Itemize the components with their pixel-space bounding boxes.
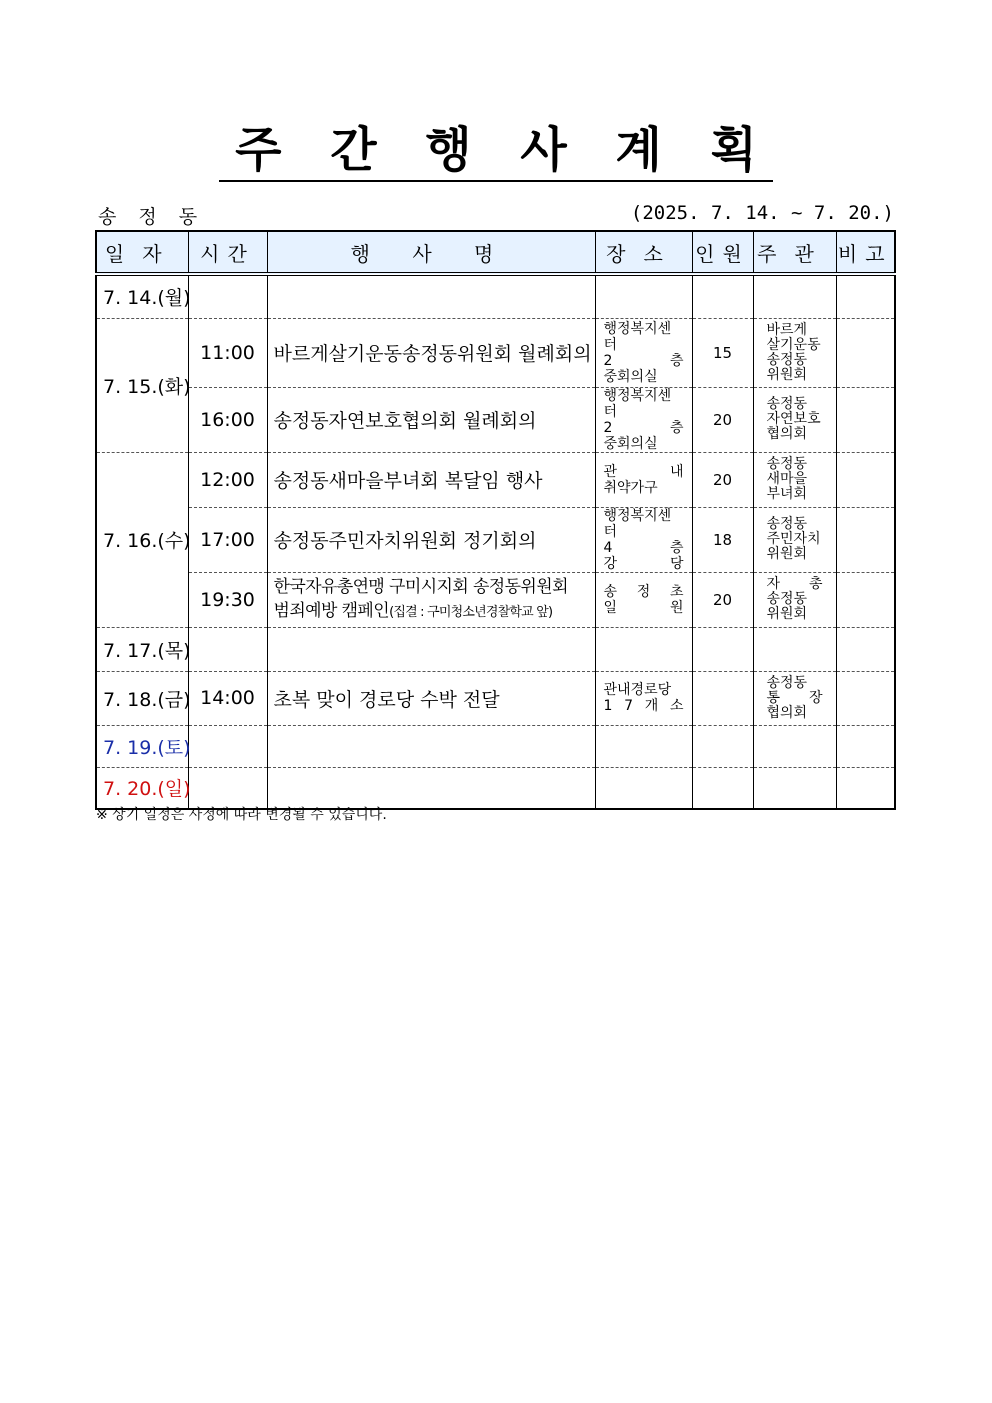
header-date: 일자 — [96, 231, 188, 274]
place-cell: 행정복지센터 2 층 중회의실 — [595, 387, 692, 452]
event-name-line2: 범죄예방 캠페인(집결 : 구미청소년경찰학교 앞) — [273, 600, 553, 621]
table-row — [96, 767, 895, 809]
header-note: 비고 — [836, 231, 895, 274]
table-row — [96, 318, 895, 387]
time-cell: 12:00 — [188, 452, 267, 507]
table-row — [96, 572, 895, 627]
header-host: 주관 — [753, 231, 836, 274]
people-cell: 20 — [692, 452, 753, 507]
time-cell: 19:30 — [188, 572, 267, 627]
date-cell-saturday: 7. 19.(토) — [96, 725, 188, 767]
event-name: 송정동주민자치위원회 정기회의 — [267, 507, 595, 572]
period: (2025. 7. 14. ~ 7. 20.) — [630, 202, 894, 224]
header-place: 장소 — [595, 231, 692, 274]
table-row — [96, 452, 895, 507]
table-row — [96, 725, 895, 767]
table-row — [96, 387, 895, 452]
people-cell: 20 — [692, 572, 753, 627]
header-event: 행 사 명 — [267, 231, 595, 274]
table-row — [96, 671, 895, 725]
page-title — [0, 122, 992, 182]
place-cell: 행정복지센터 4 층 강 당 — [595, 507, 692, 572]
event-name-cell — [267, 572, 595, 627]
footnote: ※ 상기 일정은 사정에 따라 변경될 수 있습니다. — [96, 807, 387, 823]
host-cell: 송정동 통 장 협의회 — [753, 671, 836, 725]
place-cell: 관 내 취약가구 — [595, 452, 692, 507]
event-name: 송정동자연보호협의회 월례회의 — [267, 387, 595, 452]
title-text: 주 간 행 사 계 획 — [219, 122, 773, 182]
time-cell: 11:00 — [188, 318, 267, 387]
people-cell: 15 — [692, 318, 753, 387]
time-cell: 14:00 — [188, 671, 267, 725]
event-name: 한국자유총연맹 구미시지회 송정동위원회 — [273, 576, 568, 597]
table-row — [96, 274, 895, 318]
table-row — [96, 627, 895, 671]
date-cell: 7. 14.(월) — [96, 274, 188, 318]
host-cell: 자 총 송정동 위원회 — [753, 572, 836, 627]
header-time: 시간 — [188, 231, 267, 274]
date-cell: 7. 16.(수) — [96, 452, 188, 627]
date-cell: 7. 18.(금) — [96, 671, 188, 725]
event-name: 송정동새마을부녀회 복달임 행사 — [267, 452, 595, 507]
header-people: 인원 — [692, 231, 753, 274]
place-cell: 행정복지센터 2 층 중회의실 — [595, 318, 692, 387]
time-cell: 16:00 — [188, 387, 267, 452]
host-cell: 송정동 새마을 부녀회 — [753, 452, 836, 507]
time-cell: 17:00 — [188, 507, 267, 572]
header-row — [96, 231, 895, 274]
event-name: 바르게살기운동송정동위원회 월례회의 — [267, 318, 595, 387]
event-name: 초복 맞이 경로당 수박 전달 — [267, 671, 595, 725]
host-cell: 송정동 자연보호 협의회 — [753, 387, 836, 452]
org-name: 송 정 동 — [98, 206, 206, 228]
people-cell — [692, 671, 753, 725]
table-row — [96, 507, 895, 572]
date-cell: 7. 17.(목) — [96, 627, 188, 671]
date-cell-sunday: 7. 20.(일) — [96, 767, 188, 809]
date-cell: 7. 15.(화) — [96, 318, 188, 452]
host-cell: 송정동 주민자치 위원회 — [753, 507, 836, 572]
people-cell: 20 — [692, 387, 753, 452]
place-cell: 관내경로당 1 7 개 소 — [595, 671, 692, 725]
people-cell: 18 — [692, 507, 753, 572]
host-cell: 바르게 살기운동 송정동 위원회 — [753, 318, 836, 387]
place-cell: 송 정 초 일 원 — [595, 572, 692, 627]
schedule-table — [95, 230, 896, 810]
